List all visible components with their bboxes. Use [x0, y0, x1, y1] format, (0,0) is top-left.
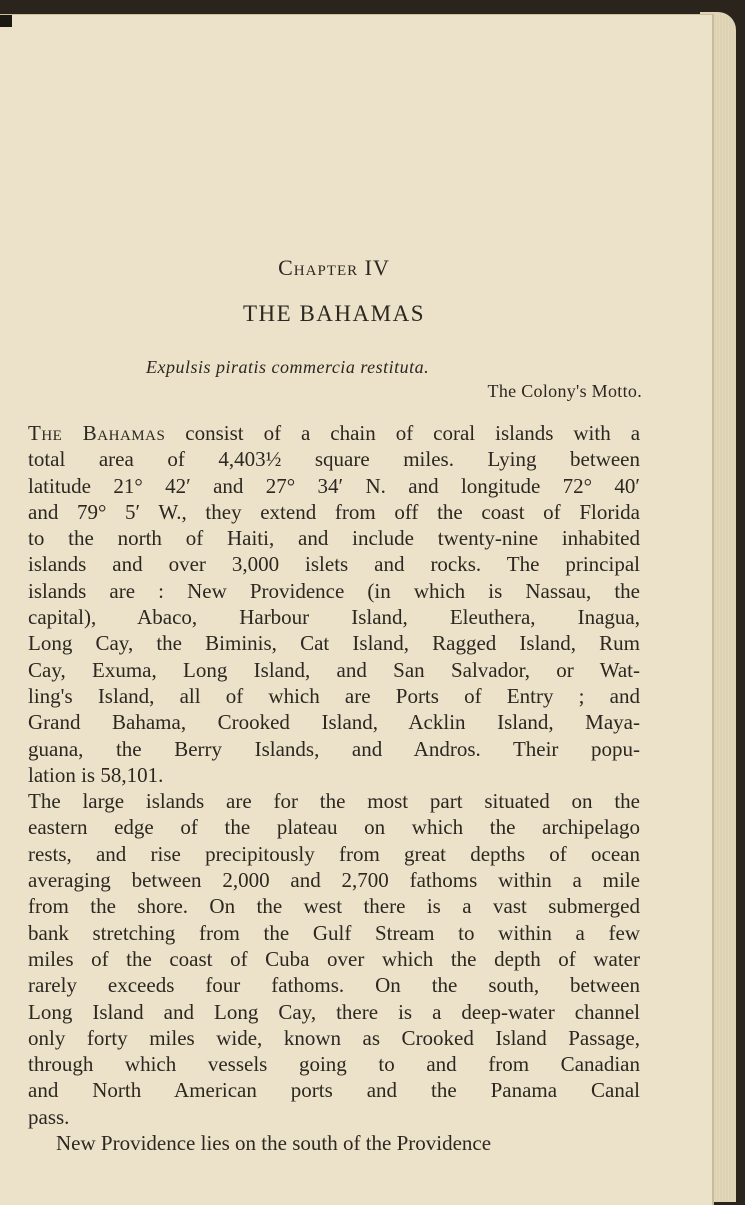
- text-line: miles of the coast of Cuba over which the depth of water: [28, 946, 640, 971]
- scan-corner: [0, 15, 12, 27]
- paragraph-1: [28, 420, 640, 788]
- book-page: [0, 14, 714, 1205]
- paragraph-3: [28, 1130, 640, 1156]
- text-line: rarely exceeds four fathoms. On the south, between: [28, 973, 640, 998]
- text-line: pass.: [28, 1104, 70, 1129]
- text-line: The large islands are for the most part situated on the: [28, 789, 640, 814]
- text-line: averaging between 2,000 and 2,700 fathoms within a mile: [28, 868, 640, 893]
- text-line: Long Island and Long Cay, there is a deep-water channel: [28, 999, 640, 1024]
- line-text: consist of a chain of coral islands with a: [165, 421, 641, 445]
- chapter-title: THE BAHAMAS: [243, 301, 425, 326]
- text-line: guana, the Berry Islands, and Andros. Their popu-: [28, 736, 640, 761]
- text-line: and North American ports and the Panama Canal: [28, 1078, 640, 1103]
- lead-words: The Bahamas: [28, 421, 166, 445]
- motto: Expulsis piratis commercia restituta.: [146, 357, 430, 377]
- text-line: New Providence lies on the south of the Providence: [56, 1131, 492, 1156]
- text-line: Grand Bahama, Crooked Island, Acklin Island, Maya-: [28, 710, 640, 735]
- body-text: [28, 420, 640, 1156]
- text-line: ling's Island, all of which are Ports of Entry ; and: [28, 683, 640, 708]
- text-line: islands are : New Providence (in which is Nassau, the: [28, 578, 640, 603]
- text-line: capital), Abaco, Harbour Island, Eleuthera, Inagua,: [28, 605, 640, 630]
- text-line: eastern edge of the plateau on which the archipelago: [28, 815, 640, 840]
- motto-source: The Colony's Motto.: [487, 381, 642, 401]
- text-line: Long Cay, the Biminis, Cat Island, Ragged Island, Rum: [28, 631, 640, 656]
- text-line: lation is 58,101.: [28, 762, 164, 787]
- text-line: latitude 21° 42′ and 27° 34′ N. and longitude 72° 40′: [28, 473, 640, 498]
- paragraph-2: [28, 788, 640, 1130]
- text-line: to the north of Haiti, and include twenty-nine inhabited: [28, 526, 640, 551]
- text-line: from the shore. On the west there is a vast submerged: [28, 894, 640, 919]
- text-line: bank stretching from the Gulf Stream to within a few: [28, 920, 640, 945]
- text-line: Cay, Exuma, Long Island, and San Salvador, or Wat-: [28, 657, 640, 682]
- text-line: through which vessels going to and from Canadian: [28, 1052, 640, 1077]
- text-line: total area of 4,403½ square miles. Lying between: [28, 447, 640, 472]
- text-line: rests, and rise precipitously from great depths of ocean: [28, 841, 640, 866]
- text-line: only forty miles wide, known as Crooked Island Passage,: [28, 1025, 640, 1050]
- chapter-heading: Chapter IV: [278, 255, 390, 280]
- text-line: and 79° 5′ W., they extend from off the coast of Florida: [28, 499, 640, 524]
- text-line: islands and over 3,000 islets and rocks. The principal: [28, 552, 640, 577]
- text-line: [28, 420, 640, 446]
